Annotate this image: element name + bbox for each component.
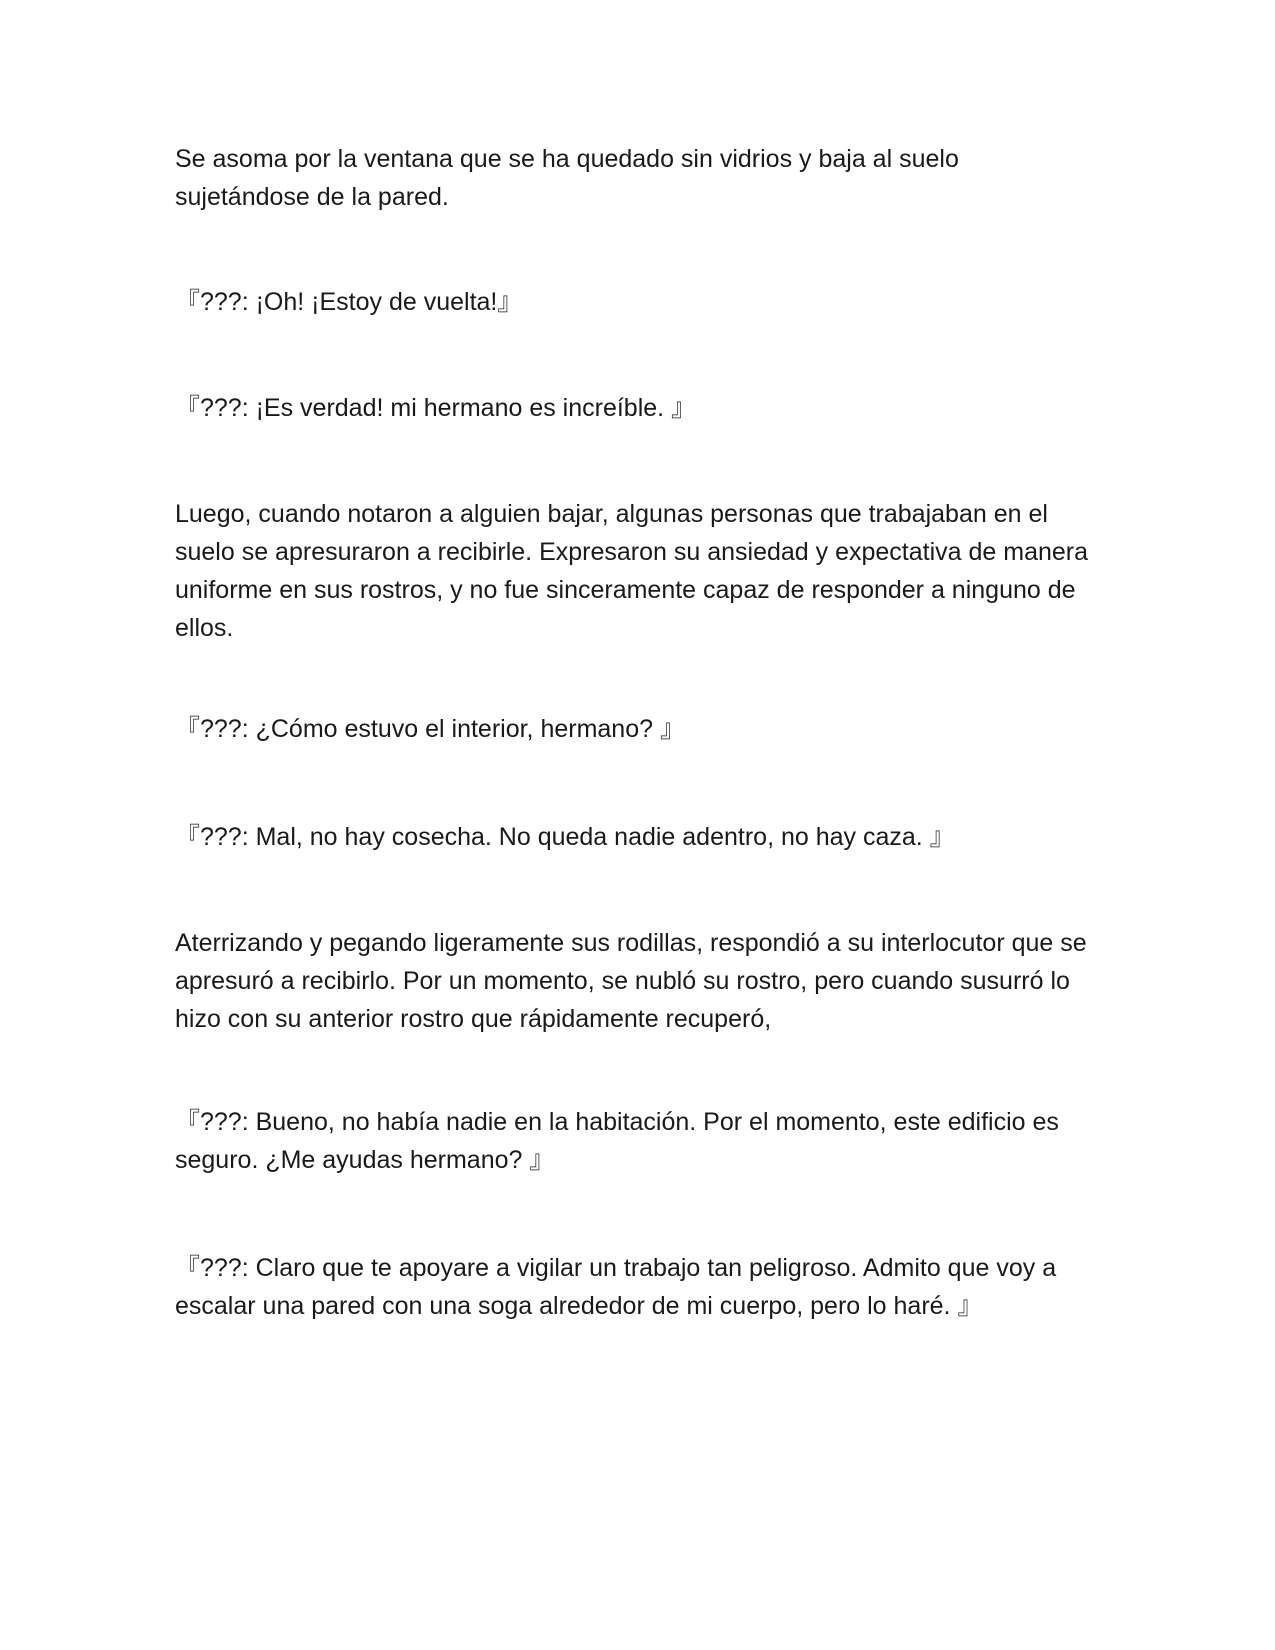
dialogue-line: 『???: Bueno, no había nadie en la habitación. Por el momento, este edificio es seguro. ¿Me ayudas hermano? 』 [175,1108,1059,1174]
narration-paragraph: Luego, cuando notaron a alguien bajar, algunas personas que trabajaban en el suelo se apresuraron a recibirle. Expresaron su ansiedad y expectativa de manera uniforme en sus rostros, y no fue sinceramente capaz de responder a ninguno de ellos. [175,500,1089,642]
dialogue-line: 『???: ¡Oh! ¡Estoy de vuelta!』 [175,288,523,316]
dialogue-line: 『???: ¡Es verdad! mi hermano es increíble. 』 [175,394,697,422]
narration-paragraph: Aterrizando y pegando ligeramente sus rodillas, respondió a su interlocutor que se apresuró a recibirlo. Por un momento, se nubló su rostro, pero cuando susurró lo hizo con su anterior rostro que rápidamente recuperó, [175,929,1087,1033]
dialogue-line: 『???: ¿Cómo estuvo el interior, hermano? 』 [175,715,685,743]
dialogue-line: 『???: Claro que te apoyare a vigilar un trabajo tan peligroso. Admito que voy a escalar una pared con una soga alrededor de mi cuerpo, pero lo haré. 』 [175,1254,1057,1320]
narration-paragraph: Se asoma por la ventana que se ha quedado sin vidrios y baja al suelo sujetándose de la pared. [175,145,959,211]
dialogue-line: 『???: Mal, no hay cosecha. No queda nadie adentro, no hay caza. 』 [175,823,955,851]
